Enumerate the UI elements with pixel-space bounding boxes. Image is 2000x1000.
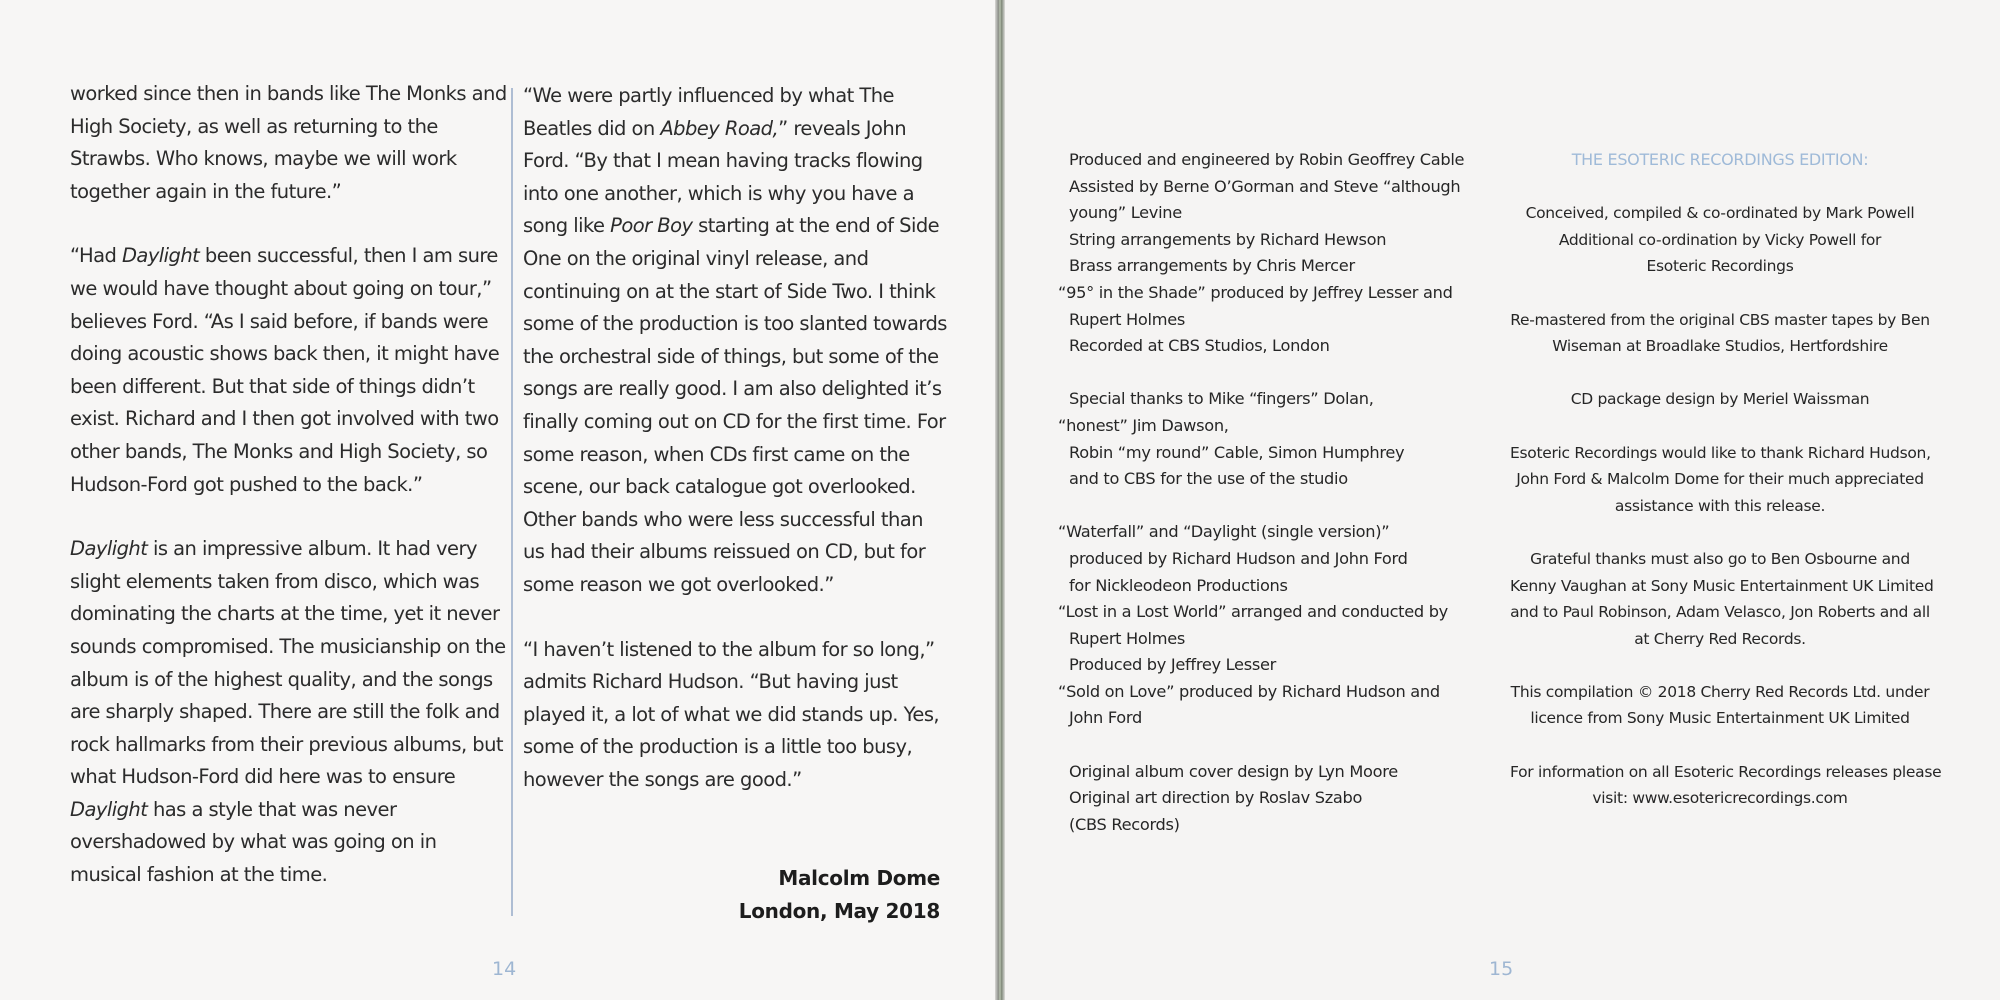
credit-line: licence from Sony Music Entertainment UK Limited — [1530, 709, 1910, 728]
esoteric-edition-heading: THE ESOTERIC RECORDINGS EDITION: — [1571, 150, 1869, 169]
credit-line: John Ford & Malcolm Dome for their much appreciated — [1516, 470, 1924, 489]
credit-line: For information on all Esoteric Recordings releases please — [1510, 762, 1942, 781]
credit-line: Esoteric Recordings — [1646, 257, 1794, 276]
right-page — [1005, 0, 2000, 1000]
author-place-date: London, May 2018 — [738, 899, 940, 923]
credit-line: “honest” Jim Dawson, — [1058, 415, 1229, 435]
credits-block-production — [1058, 147, 1488, 360]
author-name: Malcolm Dome — [778, 866, 940, 890]
credit-line: Original art direction by Roslav Szabo — [1069, 788, 1363, 808]
credit-line: Produced and engineered by Robin Geoffrey Cable — [1069, 150, 1465, 169]
paragraph-text: “Had — [70, 244, 122, 268]
credit-line: Robin “my round” Cable, Simon Humphrey — [1069, 442, 1405, 462]
paragraph-text: been successful, then I am sure we would have thought about going on tour,” believes Ford. “As I said before, if bands were doing acoustic shows back then, it might have been different. But that side of things didn’t exist. Richard and I then got involved with two other bands, The Monks and High Society, so Hudson-Ford got pushed to the back.” — [70, 244, 500, 496]
credit-line: Wiseman at Broadlake Studios, Hertfordshire — [1552, 337, 1888, 356]
album-title-italic: Daylight — [70, 537, 148, 561]
paragraph-5 — [523, 634, 948, 797]
credit-line: visit: www.esotericrecordings.com — [1592, 789, 1848, 808]
esoteric-block — [1510, 440, 1930, 520]
credit-line: Rupert Holmes — [1069, 628, 1185, 648]
paragraph-4 — [523, 80, 948, 602]
paragraph-text: worked since then in bands like The Monks and High Society, as well as returning to the Strawbs. Who knows, maybe we will work together again in the future.” — [70, 82, 507, 203]
album-title-italic: Daylight — [70, 797, 148, 821]
credit-line: John Ford — [1069, 708, 1142, 728]
credit-line: This compilation © 2018 Cherry Red Records Ltd. under — [1510, 682, 1930, 701]
credit-line: Produced by Jeffrey Lesser — [1069, 655, 1276, 675]
credit-line: assistance with this release. — [1614, 496, 1826, 515]
page-number-left: 14 — [492, 958, 517, 980]
credit-line: Conceived, compiled & co-ordinated by Mark Powell — [1525, 204, 1915, 223]
credits-block-design — [1058, 759, 1488, 839]
esoteric-block — [1510, 307, 1930, 360]
credit-line: Brass arrangements by Chris Mercer — [1069, 256, 1355, 276]
paragraph-text: “I haven’t listened to the album for so long,” admits Richard Hudson. “But having just played it, a lot of what we did stands up. Yes, some of the production is a little too busy, however the songs are good.” — [523, 637, 940, 791]
esoteric-block — [1510, 679, 1930, 732]
credit-line: String arrangements by Richard Hewson — [1069, 229, 1387, 249]
credit-line: CD package design by Meriel Waissman — [1570, 390, 1870, 409]
book-spine-gutter — [995, 0, 1005, 1000]
credit-line: (CBS Records) — [1069, 814, 1180, 834]
credit-line: “Sold on Love” produced by Richard Hudson and — [1058, 681, 1440, 701]
credit-line: “Waterfall” and “Daylight (single version)” — [1058, 522, 1390, 542]
paragraph-text: “We were partly influenced by what The Beatles did on — [523, 84, 894, 140]
paragraph-3 — [70, 533, 510, 892]
credits-block-thanks — [1058, 386, 1488, 492]
album-title-italic: Daylight — [121, 244, 200, 268]
album-title-italic: Abbey Road, — [660, 116, 779, 140]
credit-line: and to Paul Robinson, Adam Velasco, Jon Roberts and all — [1510, 603, 1930, 622]
paragraph-1 — [70, 78, 510, 208]
esoteric-edition-credits — [1510, 147, 1942, 838]
credit-line: Assisted by Berne O’Gorman and Steve “although — [1069, 176, 1461, 196]
paragraph-text: starting at the end of Side One on the original vinyl release, and continuing on at the start of Side Two. I think some of the production is too slanted towards the orchestral side of things, but some of the songs are really good. I am also delighted it’s finally coming out on CD for the first time. For some reason, when CDs first came on the scene, our back catalogue got overlooked. Other bands who were less successful than us had their albums reissued on CD, but for some reason we got overlooked.” — [523, 214, 947, 596]
paragraph-2 — [70, 240, 510, 501]
credit-line: and to CBS for the use of the studio — [1069, 469, 1348, 489]
paragraph-text: ” reveals John Ford. “By that I mean having tracks flowing into one another, which is why you have a song like — [523, 116, 923, 238]
paragraph-text: has a style that was never overshadowed by what was going on in musical fashion at the time. — [70, 797, 437, 887]
credit-line: for Nickleodeon Productions — [1069, 575, 1288, 595]
author-signature — [540, 862, 940, 928]
paragraph-text: is an impressive album. It had very slight elements taken from disco, which was dominating the charts at the time, yet it never sounds compromised. The musicianship on the album is of the highest quality, and the songs are sharply shaped. There are still the folk and rock hallmarks from their previous albums, but what Hudson-Ford did here was to ensure — [70, 537, 506, 789]
album-credits — [1058, 147, 1488, 865]
esoteric-block — [1510, 546, 1934, 652]
credit-line: Grateful thanks must also go to Ben Osbourne and — [1530, 549, 1910, 568]
column-divider-rule — [511, 88, 513, 916]
credit-line: “Lost in a Lost World” arranged and conducted by — [1058, 602, 1448, 622]
credit-line: Special thanks to Mike “fingers” Dolan, — [1069, 389, 1374, 409]
credit-line: Re-mastered from the original CBS master tapes by Ben — [1510, 310, 1930, 329]
credit-line: Kenny Vaughan at Sony Music Entertainment UK Limited — [1510, 576, 1934, 595]
credit-line: at Cherry Red Records. — [1634, 629, 1806, 648]
credit-line: young” Levine — [1069, 203, 1182, 223]
credit-line: produced by Richard Hudson and John Ford — [1069, 548, 1408, 568]
credit-line: Rupert Holmes — [1069, 309, 1185, 329]
credit-line: “95° in the Shade” produced by Jeffrey Lesser and — [1058, 282, 1453, 302]
credit-line: Additional co-ordination by Vicky Powell for — [1558, 230, 1882, 249]
credits-block-tracks — [1058, 519, 1488, 732]
credit-line: Recorded at CBS Studios, London — [1069, 336, 1330, 356]
credit-line: Original album cover design by Lyn Moore — [1069, 761, 1398, 781]
page-number-right: 15 — [1489, 958, 1514, 980]
left-column-2 — [523, 80, 948, 828]
esoteric-block — [1510, 200, 1930, 280]
credit-line: Esoteric Recordings would like to thank Richard Hudson, — [1510, 443, 1931, 462]
esoteric-block — [1510, 759, 1942, 812]
esoteric-block — [1510, 386, 1930, 413]
song-title-italic: Poor Boy — [610, 214, 693, 238]
left-page — [0, 0, 995, 1000]
left-column-1 — [70, 78, 510, 924]
